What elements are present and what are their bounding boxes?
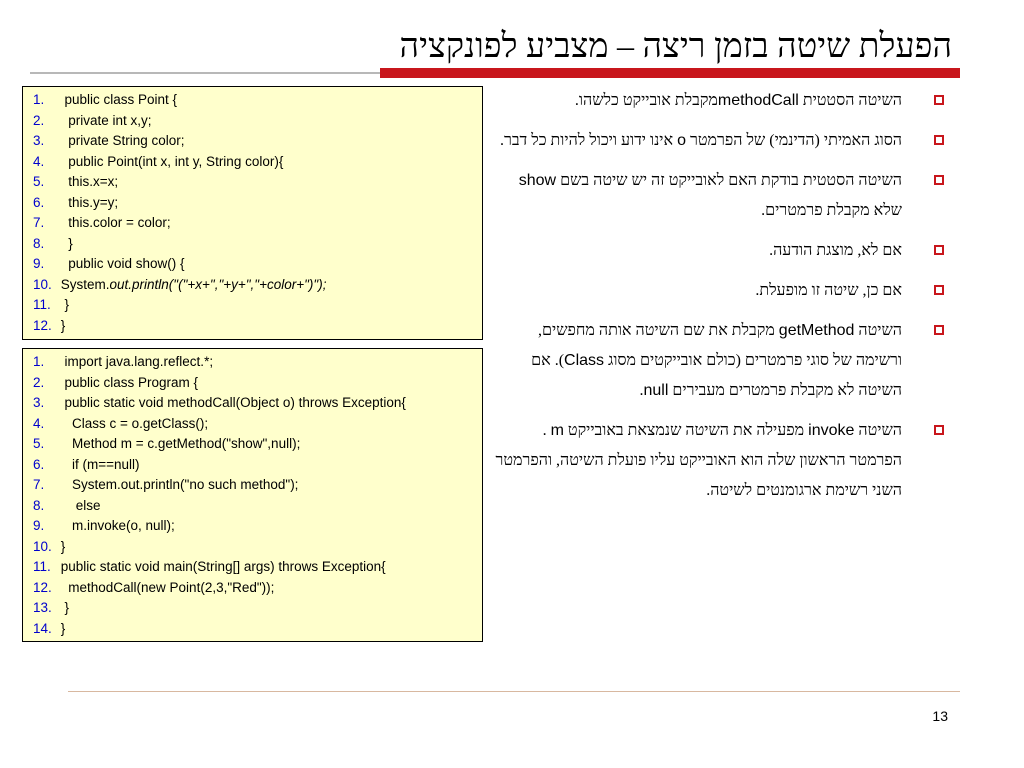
line-number: 8. xyxy=(33,235,45,251)
code-text: m.invoke(o, null); xyxy=(57,518,175,533)
line-number: 10. xyxy=(33,538,52,554)
bullet-text: השיטה xyxy=(854,422,902,439)
bullet-item xyxy=(488,276,960,306)
line-number: 13. xyxy=(33,600,52,615)
page-number: 13 xyxy=(932,708,948,724)
bullet-square-icon xyxy=(934,425,944,435)
line-number: 4. xyxy=(33,415,45,431)
code-text: } xyxy=(57,620,66,636)
code-line xyxy=(33,111,476,132)
line-number: 5. xyxy=(33,174,45,189)
code-line xyxy=(33,352,476,373)
line-number: 14. xyxy=(33,620,52,636)
line-number: 10. xyxy=(33,276,52,292)
code-line xyxy=(33,295,476,316)
code-block-point-class xyxy=(22,86,483,340)
line-number: 2. xyxy=(33,112,45,128)
code-line xyxy=(33,90,476,111)
code-text: this.color = color; xyxy=(57,215,171,230)
code-line xyxy=(33,434,476,455)
line-number: 6. xyxy=(33,194,45,210)
line-number: 11. xyxy=(33,297,51,312)
bullet-item xyxy=(488,236,960,266)
bullet-square-icon xyxy=(934,135,944,145)
bullet-item xyxy=(488,86,960,116)
code-line xyxy=(33,475,476,496)
bullet-text: m xyxy=(550,422,564,439)
code-text: } xyxy=(57,235,73,251)
code-line xyxy=(33,152,476,173)
code-text: public static void main(String[] args) throws Exception{ xyxy=(57,559,386,574)
bullet-list xyxy=(488,86,960,516)
bullet-text: o xyxy=(677,132,686,149)
line-number: 9. xyxy=(33,256,45,271)
code-line xyxy=(33,234,476,255)
code-line xyxy=(33,193,476,214)
slide-title: הפעלת שיטה בזמן ריצה – מצביע לפונקציה xyxy=(399,28,952,65)
line-number: 1. xyxy=(33,354,45,369)
code-text: } xyxy=(57,317,66,333)
code-line xyxy=(33,172,476,193)
line-number: 4. xyxy=(33,153,45,169)
code-text: System.out.println("no such method"); xyxy=(57,477,299,492)
code-text: Class c = o.getClass(); xyxy=(57,415,209,431)
footer-divider xyxy=(68,691,960,692)
code-text-italic: out.println("("+x+","+y+","+color+")"); xyxy=(109,276,327,292)
line-number: 8. xyxy=(33,497,45,513)
bullet-square-icon xyxy=(934,95,944,105)
code-line xyxy=(33,578,476,599)
code-line xyxy=(33,619,476,640)
bullet-square-icon xyxy=(934,325,944,335)
bullet-text: אם כן, שיטה זו מופעלת. xyxy=(755,282,902,299)
code-text: } xyxy=(57,297,70,312)
code-line xyxy=(33,557,476,578)
bullet-text: השיטה xyxy=(854,322,902,339)
code-line xyxy=(33,254,476,275)
bullet-text: מפעילה את השיטה שנמצאת באובייקט xyxy=(563,422,809,439)
bullet-square-icon xyxy=(934,175,944,185)
code-text: public class Point { xyxy=(57,92,178,107)
code-text: Method m = c.getMethod("show",null); xyxy=(57,436,301,451)
bullet-text: ). אם השיטה לא מקבלת פרמטרים מעבירים xyxy=(531,352,902,399)
code-text: public class Program { xyxy=(57,374,199,390)
code-line xyxy=(33,516,476,537)
code-line xyxy=(33,496,476,517)
code-text: this.y=y; xyxy=(57,194,119,210)
code-line xyxy=(33,537,476,558)
code-line xyxy=(33,598,476,619)
code-text: } xyxy=(57,538,66,554)
line-number: 3. xyxy=(33,395,45,410)
bullet-item xyxy=(488,416,960,506)
code-text: this.x=x; xyxy=(57,174,119,189)
bullet-text: Class xyxy=(564,352,605,369)
code-text: public void show() { xyxy=(57,256,185,271)
line-number: 2. xyxy=(33,374,45,390)
code-line xyxy=(33,316,476,337)
line-number: 12. xyxy=(33,317,52,333)
bullet-text: methodCall xyxy=(717,92,799,109)
bullet-text: השיטה הסטטית בודקת האם לאובייקט זה יש שיטה בשם xyxy=(556,172,902,189)
bullet-item xyxy=(488,166,960,226)
code-text: private int x,y; xyxy=(57,112,152,128)
code-text: methodCall(new Point(2,3,"Red")); xyxy=(57,579,275,595)
bullet-text: אינו ידוע ויכול להיות כל דבר. xyxy=(499,132,678,149)
bullet-text: invoke xyxy=(808,422,855,439)
bullet-text: . xyxy=(639,382,644,399)
code-text: if (m==null) xyxy=(57,456,140,472)
code-text: public static void methodCall(Object o) throws Exception{ xyxy=(57,395,406,410)
bullet-item xyxy=(488,126,960,156)
bullet-text: getMethod xyxy=(778,322,855,339)
line-number: 3. xyxy=(33,133,45,148)
code-text: public Point(int x, int y, String color){ xyxy=(57,153,284,169)
code-block-program-class xyxy=(22,348,483,642)
bullet-item xyxy=(488,316,960,406)
bullet-text: מקבלת אובייקט כלשהו. xyxy=(574,92,718,109)
bullet-text: מקבלת את שם השיטה אותה מחפשים, ורשימה של סוגי פרמטרים (כולם אובייקטים מסוג xyxy=(538,322,902,369)
code-text: } xyxy=(57,600,70,615)
line-number: 9. xyxy=(33,518,45,533)
bullet-text: show xyxy=(518,172,557,189)
bullet-text: הסוג האמיתי (הדינמי) של הפרמטר xyxy=(685,132,902,149)
code-line xyxy=(33,131,476,152)
code-line xyxy=(33,414,476,435)
code-line xyxy=(33,213,476,234)
code-text: System. xyxy=(57,276,110,292)
code-text: import java.lang.reflect.*; xyxy=(57,354,214,369)
bullet-text: אם לא, מוצגת הודעה. xyxy=(769,242,902,259)
code-line xyxy=(33,393,476,414)
line-number: 5. xyxy=(33,436,45,451)
line-number: 12. xyxy=(33,579,52,595)
bullet-text: שלא מקבלת פרמטרים. xyxy=(761,202,902,219)
line-number: 1. xyxy=(33,92,45,107)
code-text: private String color; xyxy=(57,133,185,148)
code-line xyxy=(33,275,476,296)
bullet-square-icon xyxy=(934,285,944,295)
bullet-text: . הפרמטר הראשון שלה הוא האובייקט עליו פועלת השיטה, והפרמטר השני רשימת ארגומנטים לשיטה. xyxy=(495,422,902,499)
line-number: 7. xyxy=(33,477,45,492)
line-number: 6. xyxy=(33,456,45,472)
bullet-text: null xyxy=(643,382,669,399)
bullet-square-icon xyxy=(934,245,944,255)
line-number: 7. xyxy=(33,215,45,230)
code-text: else xyxy=(57,497,101,513)
line-number: 11. xyxy=(33,559,51,574)
code-line xyxy=(33,373,476,394)
title-underline-red xyxy=(380,68,960,78)
code-line xyxy=(33,455,476,476)
bullet-text: השיטה הסטטית xyxy=(798,92,902,109)
